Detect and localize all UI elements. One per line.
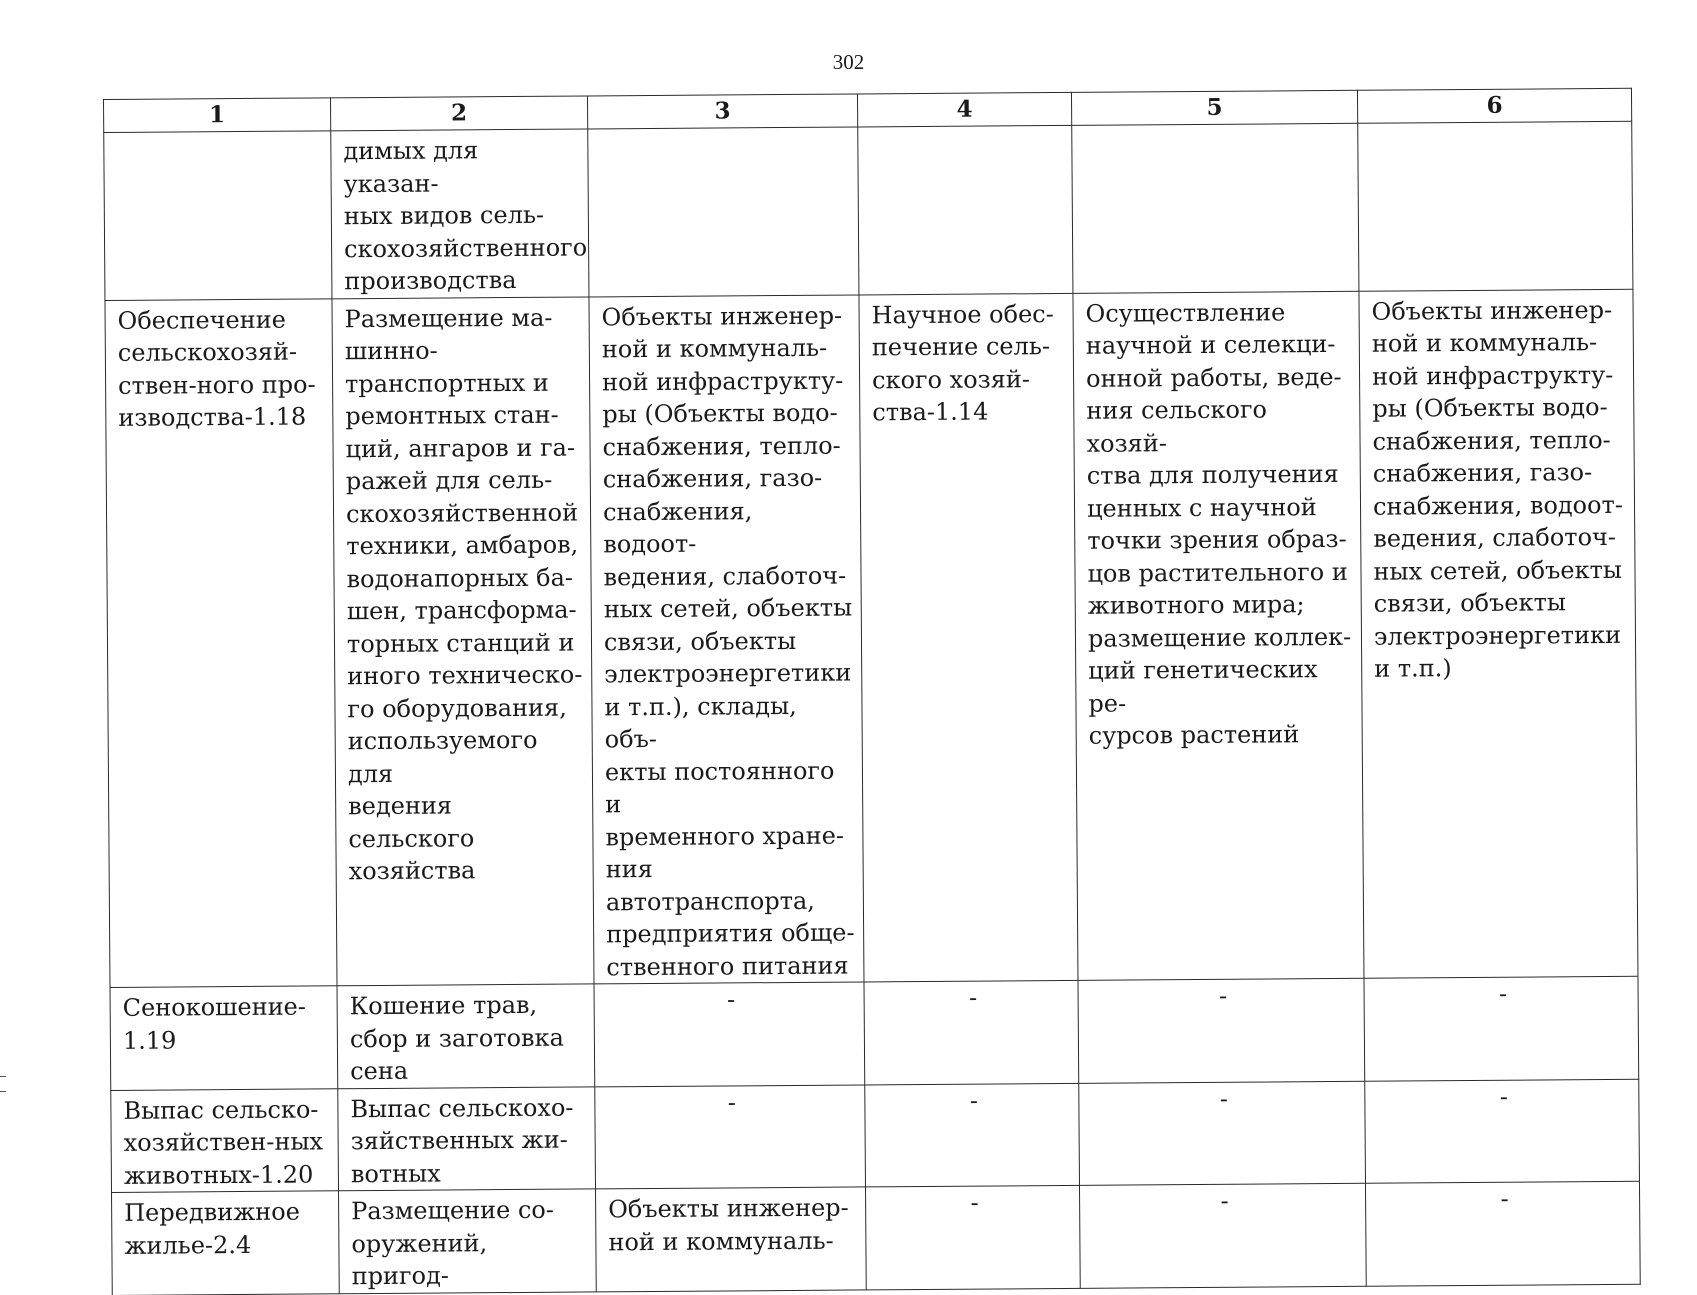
table-cell [1078, 978, 1365, 1083]
column-header-6: 6 [1357, 88, 1631, 123]
table-cell: Выпас сельско- хозяйствен-ных животных-1.20 [111, 1088, 339, 1192]
table-cell: димых для указан- ных видов сель- скохозяйственного производства [331, 129, 589, 298]
table-cell: Сенокошение- 1.19 [110, 986, 338, 1090]
dash-mark: - [1218, 981, 1228, 1010]
table-row [110, 976, 1639, 1090]
table-cell [1079, 1183, 1366, 1288]
table-cell [594, 982, 865, 1086]
table-cell: Размещение ма- шинно- транспортных и ремонтных стан- ций, ангаров и га- ражей для сель- скохозяйственной техники, амбаров, водонапорных ба- шен, трансформа- торных станций и иного техническо- го оборудования, используемого для ведения сельского хозяйства [332, 296, 594, 985]
table-cell: Выпас сельскохо- зяйственных жи- вотных [338, 1086, 596, 1190]
table-cell [104, 131, 332, 300]
dash-mark: - [970, 1188, 979, 1217]
dash-mark: - [968, 983, 978, 1012]
table-cell [1365, 1181, 1640, 1286]
table-cell: Передвижное жилье-2.4 [112, 1191, 340, 1295]
table-cell [588, 127, 859, 296]
table-cell [865, 1185, 1080, 1289]
column-header-2: 2 [330, 96, 587, 131]
dash-mark: - [1498, 979, 1508, 1008]
scan-edge-mark [0, 1076, 6, 1092]
table-cell [1072, 123, 1359, 293]
table-cell [1358, 121, 1633, 291]
column-header-5: 5 [1071, 90, 1357, 125]
table-cell [1079, 1081, 1366, 1186]
table-cell: Научное обес- печение сель- ского хозяй- ства-1.14 [859, 293, 1078, 982]
column-header-1: 1 [104, 98, 331, 133]
land-use-table-container [103, 88, 1640, 1295]
table-cell [1364, 976, 1639, 1081]
table-cell [595, 1084, 866, 1188]
dash-mark: - [1499, 1082, 1508, 1111]
dash-mark: - [1220, 1186, 1229, 1215]
dash-mark: - [726, 985, 736, 1014]
table-cell: Объекты инженер- ной и коммуналь- [596, 1187, 867, 1291]
table-row [105, 289, 1638, 988]
column-header-4: 4 [857, 92, 1071, 127]
table-cell: Объекты инженер- ной и коммуналь- ной инфраструкту- ры (Объекты водо- снабжения, тепло- снабжения, газо- снабжения, водоот- ведения, слаботоч- ных сетей, объекты связи, объекты электроэнергетики и т.п.) [1359, 289, 1638, 978]
table-cell: Размещение со- оружений, пригод- [339, 1189, 597, 1293]
dash-mark: - [1219, 1084, 1229, 1113]
dash-mark: - [969, 1086, 979, 1115]
table-row [111, 1079, 1640, 1193]
table-cell: Кошение трав, сбор и заготовка сена [337, 984, 595, 1088]
table-row [112, 1181, 1641, 1295]
table-cell: Осуществление научной и селекци- онной работы, веде- ния сельского хозяй- ства для получения ценных с научной точки зрения образ- цов растительного и животного мира; размещение коллек- ций генетических ре- сурсов растений [1073, 291, 1364, 981]
land-use-table [103, 88, 1641, 1295]
column-header-3: 3 [587, 94, 857, 129]
table-row [104, 121, 1633, 300]
dash-mark: - [727, 1087, 737, 1116]
table-cell: Обеспечение сельскохозяй- ствен-ного про- изводства-1.18 [105, 298, 337, 987]
table-cell [858, 125, 1073, 294]
table-cell: Объекты инженер- ной и коммуналь- ной инфраструкту- ры (Объекты водо- снабжения, тепло- снабжения, газо- снабжения, водоот- ведения, слаботоч- ных сетей, объекты связи, объекты электроэнергетики и т.п.), склады, объ- екты постоянного и временного хране- ния автотранспорта, предприятия обще- ственного питания [589, 294, 864, 983]
table-cell [865, 1083, 1080, 1187]
table-cell [864, 980, 1079, 1084]
table-cell [1365, 1079, 1640, 1184]
dash-mark: - [1500, 1184, 1509, 1213]
page-number: 302 [832, 50, 865, 74]
